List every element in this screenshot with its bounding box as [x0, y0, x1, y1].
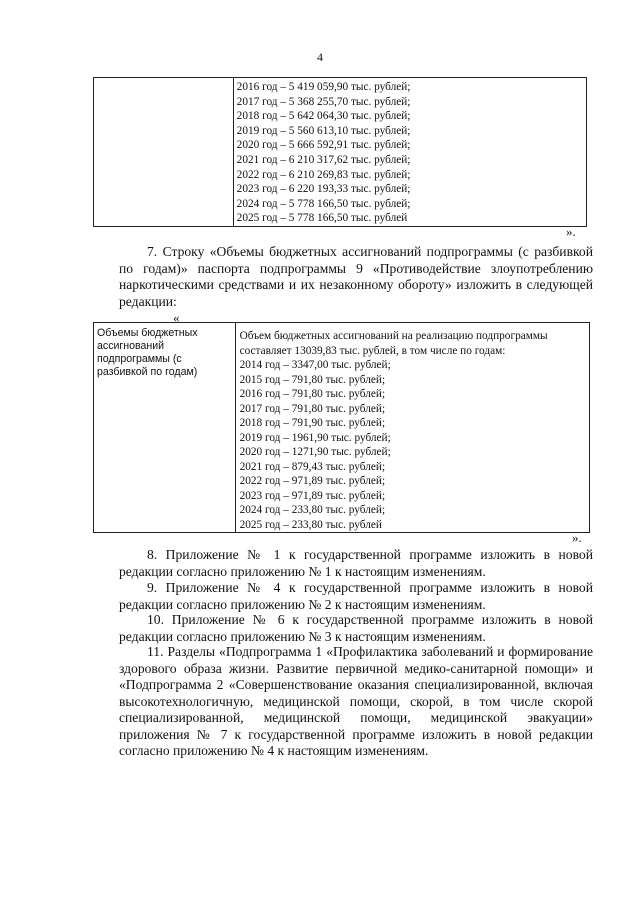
table1-line: 2024 год – 5 778 166,50 тыс. рублей; — [236, 197, 411, 210]
table1-line: 2020 год – 5 666 592,91 тыс. рублей; — [236, 139, 411, 152]
closing-quote: ». — [572, 530, 582, 545]
table1-line: 2018 год – 5 642 064,30 тыс. рублей; — [236, 110, 411, 123]
budget-table-subprogram-9 — [93, 322, 590, 533]
table1-values-cell — [233, 78, 586, 227]
paragraph-9: 9. Приложение № 4 к государственной программе изложить в новой редакции согласно приложению № 2 к настоящим изменениям. — [119, 580, 593, 612]
table1-line: 2023 год – 6 220 193,33 тыс. рублей; — [236, 183, 411, 196]
table2-label-line: разбивкой по годам) — [97, 366, 198, 378]
closing-quote: ». — [566, 224, 576, 239]
table2-line: 2017 год – 791,80 тыс. рублей; — [239, 402, 386, 415]
opening-quote: « — [173, 310, 180, 325]
table2-line: 2014 год – 3347,00 тыс. рублей; — [239, 359, 391, 371]
table1-line: 2016 год – 5 419 059,90 тыс. рублей; — [236, 81, 411, 93]
table1-line: 2025 год – 5 778 166,50 тыс. рублей — [236, 212, 408, 225]
table2-line: 2015 год – 791,80 тыс. рублей; — [239, 373, 386, 386]
paragraph-10: 10. Приложение № 6 к государственной программе изложить в новой редакции согласно приложению № 3 к настоящим изменениям. — [119, 612, 593, 644]
table2-label-line: ассигнований — [97, 340, 165, 352]
table2-line: Объем бюджетных ассигнований на реализацию подпрограммы — [239, 330, 548, 342]
table2-values-cell — [235, 323, 589, 533]
budget-table-continuation — [93, 77, 587, 227]
table2-line: 2020 год – 1271,90 тыс. рублей; — [239, 446, 391, 458]
page-number: 4 — [317, 50, 323, 64]
paragraph-7: 7. Строку «Объемы бюджетных ассигнований подпрограммы (с разбивкой по годам)» паспорта подпрограммы 9 «Противодействие злоупотреблению наркотическими средствами и их незаконному обороту» изложить в следующей редакции: — [119, 244, 593, 309]
table1-label-cell — [94, 78, 234, 227]
paragraph-11: 11. Разделы «Подпрограмма 1 «Профилактика заболеваний и формирование здорового образа жизни. Развитие первичной медико-санитарной помощи» и «Подпрограмма 2 «Совершенствование оказания специализированной, включая высокотехнологичную, медицинской помощи, скорой, в том числе скорой специализированной, медицинской помощи, медицинской эвакуации» приложения № 7 к государственной программе изложить в новой редакции согласно приложению № 4 к настоящим изменениям. — [119, 644, 593, 758]
table2-line: 2019 год – 1961,90 тыс. рублей; — [239, 431, 391, 444]
table2-line: 2023 год – 971,89 тыс. рублей; — [239, 489, 386, 502]
table1-line: 2022 год – 6 210 269,83 тыс. рублей; — [236, 168, 411, 181]
table2-line: 2018 год – 791,90 тыс. рублей; — [239, 417, 386, 429]
table2-line: 2022 год – 971,89 тыс. рублей; — [239, 475, 386, 487]
table1-line: 2019 год – 5 560 613,10 тыс. рублей; — [236, 124, 411, 137]
table1-line: 2021 год – 6 210 317,62 тыс. рублей; — [236, 153, 411, 166]
table1-line: 2017 год – 5 368 255,70 тыс. рублей; — [236, 95, 411, 108]
table2-label-line: подпрограммы (с — [97, 353, 182, 365]
paragraph-8: 8. Приложение № 1 к государственной программе изложить в новой редакции согласно приложению № 1 к настоящим изменениям. — [119, 547, 593, 579]
table2-label-line: Объемы бюджетных — [97, 327, 198, 339]
table2-line: 2016 год – 791,80 тыс. рублей; — [239, 388, 386, 400]
table2-line: 2025 год – 233,80 тыс. рублей — [239, 518, 382, 531]
table2-line: составляет 13039,83 тыс. рублей, в том числе по годам: — [239, 344, 506, 357]
table2-label-cell — [94, 323, 236, 533]
table2-line: 2021 год – 879,43 тыс. рублей; — [239, 460, 386, 473]
table2-line: 2024 год – 233,80 тыс. рублей; — [239, 504, 386, 516]
